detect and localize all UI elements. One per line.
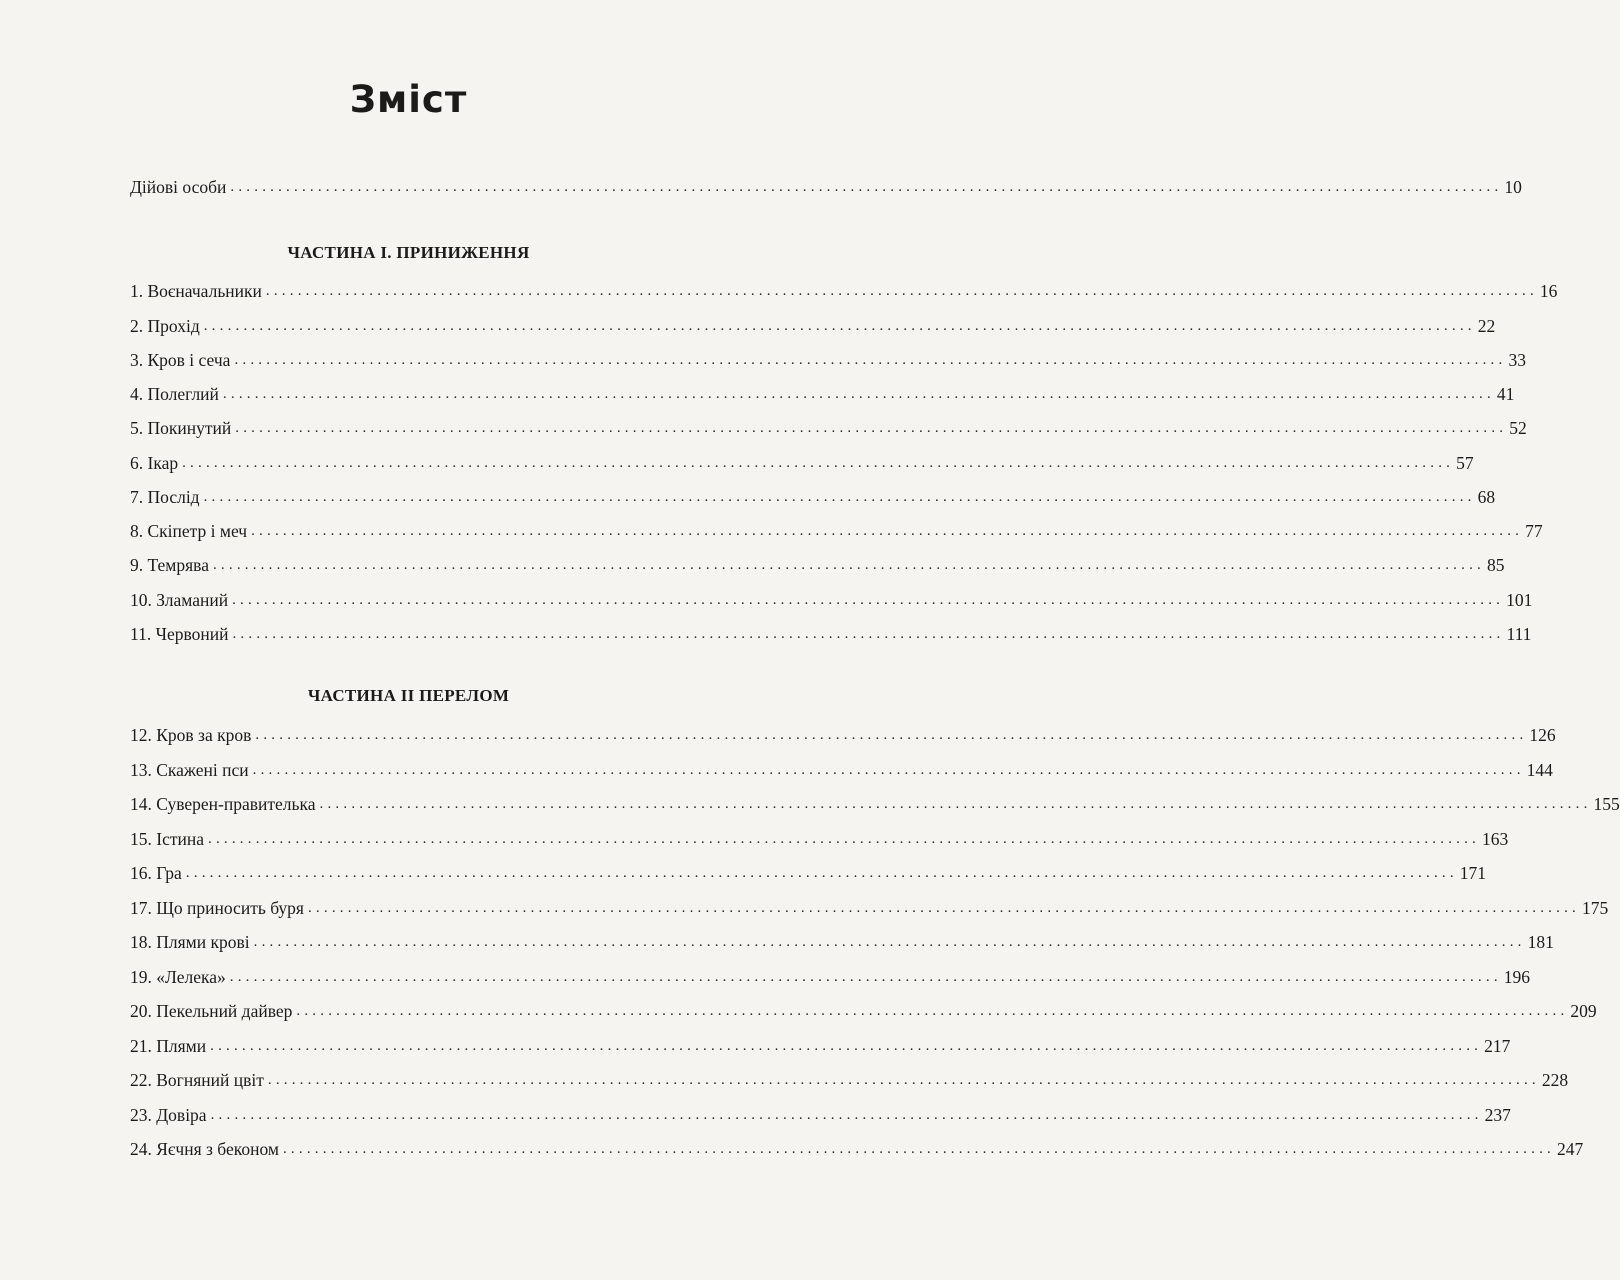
toc-entry-label: 23. Довіра bbox=[130, 1105, 207, 1125]
toc-entry-intro[interactable] bbox=[130, 172, 1522, 198]
toc-entry-page: 171 bbox=[1459, 863, 1487, 883]
toc-entry-label: 8. Скіпетр і меч bbox=[130, 521, 248, 541]
toc-entry-page: 33 bbox=[1508, 350, 1526, 370]
toc-entry[interactable] bbox=[130, 482, 1496, 508]
toc-entry-page: 196 bbox=[1503, 967, 1531, 987]
toc-entry[interactable] bbox=[130, 1100, 1511, 1126]
dot-leader: ................................................................................................................................................................ bbox=[182, 455, 1455, 471]
toc-entry-page: 175 bbox=[1581, 898, 1609, 918]
dot-leader: ................................................................................................................................................................ bbox=[185, 865, 1458, 881]
toc-entry-label: 13. Скажені пси bbox=[130, 760, 249, 780]
toc-entry[interactable] bbox=[130, 996, 1597, 1022]
toc-entry-label: 1. Воєначальники bbox=[130, 281, 262, 301]
part-heading-1: ЧАСТИНА І. ПРИНИЖЕННЯ bbox=[287, 243, 530, 262]
toc-entry-page: 10 bbox=[1504, 177, 1522, 197]
toc-entry-page: 144 bbox=[1526, 760, 1553, 780]
toc-entry-page: 217 bbox=[1484, 1036, 1511, 1056]
toc-entry[interactable] bbox=[130, 720, 1556, 746]
dot-leader: ................................................................................................................................................................ bbox=[265, 283, 1538, 299]
dot-leader: ................................................................................................................................................................ bbox=[232, 626, 1505, 642]
toc-entry-label: 16. Гра bbox=[130, 863, 182, 883]
dot-leader: ................................................................................................................................................................ bbox=[296, 1003, 1569, 1019]
toc-entry-page: 237 bbox=[1484, 1105, 1511, 1125]
dot-leader: ................................................................................................................................................................ bbox=[230, 179, 1503, 195]
toc-entry-label: 18. Плями крові bbox=[130, 932, 250, 952]
toc-entry[interactable] bbox=[130, 858, 1487, 884]
dot-leader: ................................................................................................................................................................ bbox=[229, 969, 1502, 985]
toc-entry-page: 209 bbox=[1570, 1001, 1597, 1021]
toc-entry-page: 126 bbox=[1529, 725, 1556, 745]
toc-entry[interactable] bbox=[130, 379, 1515, 405]
toc-entry-label: 22. Вогняний цвіт bbox=[130, 1070, 264, 1090]
dot-leader: ................................................................................................................................................................ bbox=[235, 420, 1508, 436]
toc-entry[interactable] bbox=[130, 619, 1532, 645]
toc-entry[interactable] bbox=[130, 1065, 1569, 1091]
dot-leader: ................................................................................................................................................................ bbox=[208, 831, 1480, 847]
toc-entry-label: 19. «Лелека» bbox=[130, 967, 226, 987]
dot-leader: ................................................................................................................................................................ bbox=[255, 727, 1528, 743]
toc-entry-label: 7. Послід bbox=[130, 487, 200, 507]
dot-leader: ................................................................................................................................................................ bbox=[232, 592, 1505, 608]
toc-entry[interactable] bbox=[130, 1134, 1584, 1160]
toc-entry-page: 181 bbox=[1527, 932, 1554, 952]
dot-leader: ................................................................................................................................................................ bbox=[319, 796, 1592, 812]
toc-entry-page: 57 bbox=[1456, 453, 1474, 473]
dot-leader: ................................................................................................................................................................ bbox=[252, 762, 1525, 778]
toc-entry-page: 163 bbox=[1482, 829, 1509, 849]
toc-entry-page: 52 bbox=[1509, 418, 1527, 438]
toc-entry-page: 155 bbox=[1593, 794, 1620, 814]
dot-leader: ................................................................................................................................................................ bbox=[212, 557, 1485, 573]
toc-entry[interactable] bbox=[130, 516, 1543, 542]
toc-entry-label: 24. Яєчня з беконом bbox=[130, 1139, 279, 1159]
toc-entry-page: 228 bbox=[1541, 1070, 1569, 1090]
toc-entry[interactable] bbox=[130, 824, 1509, 850]
toc-entry-label: 10. Зламаний bbox=[130, 590, 229, 610]
toc-entry-page: 41 bbox=[1496, 384, 1515, 404]
toc-entry[interactable] bbox=[130, 550, 1505, 576]
toc-entry-label: 12. Кров за кров bbox=[130, 725, 252, 745]
toc-entry-label: 14. Суверен-правителька bbox=[130, 794, 316, 814]
toc-entry-label: 3. Кров і сеча bbox=[130, 350, 231, 370]
toc-entry-page: 101 bbox=[1506, 590, 1533, 610]
dot-leader: ................................................................................................................................................................ bbox=[307, 900, 1580, 916]
toc-entry[interactable] bbox=[130, 345, 1526, 371]
toc-entry[interactable] bbox=[130, 448, 1474, 474]
dot-leader: ................................................................................................................................................................ bbox=[267, 1072, 1540, 1088]
toc-entry-page: 85 bbox=[1486, 555, 1505, 575]
toc-entry-label: 5. Покинутий bbox=[130, 418, 232, 438]
part-heading-2: ЧАСТИНА ІІ ПЕРЕЛОМ bbox=[307, 686, 510, 705]
toc-entry-page: 77 bbox=[1525, 521, 1543, 541]
toc-entry-label: 17. Що приносить буря bbox=[130, 898, 304, 918]
toc-entry-label: 20. Пекельний дайвер bbox=[130, 1001, 293, 1021]
toc-entry[interactable] bbox=[130, 413, 1527, 439]
toc-entry[interactable] bbox=[130, 1031, 1511, 1057]
toc-entry[interactable] bbox=[130, 789, 1620, 815]
toc-entry-label: 15. Істина bbox=[130, 829, 204, 849]
dot-leader: ................................................................................................................................................................ bbox=[251, 523, 1524, 539]
toc-entry-label: 11. Червоний bbox=[130, 624, 229, 644]
toc-entry-page: 111 bbox=[1506, 624, 1532, 644]
toc-entry-label: Дійові особи bbox=[130, 177, 227, 197]
page-title: Зміст bbox=[349, 78, 468, 121]
dot-leader: ................................................................................................................................................................ bbox=[253, 934, 1526, 950]
toc-entry-page: 247 bbox=[1556, 1139, 1584, 1159]
toc-entry[interactable] bbox=[130, 962, 1531, 988]
toc-entry-label: 2. Прохід bbox=[130, 316, 200, 336]
dot-leader: ................................................................................................................................................................ bbox=[282, 1141, 1555, 1157]
toc-entry-label: 6. Ікар bbox=[130, 453, 179, 473]
dot-leader: ................................................................................................................................................................ bbox=[222, 386, 1495, 402]
dot-leader: ................................................................................................................................................................ bbox=[234, 352, 1507, 368]
toc-entry[interactable] bbox=[130, 311, 1496, 337]
toc-entry-page: 22 bbox=[1477, 316, 1496, 336]
toc-entry[interactable] bbox=[130, 585, 1533, 611]
toc-entry-label: 4. Полеглий bbox=[130, 384, 219, 404]
toc-entry-page: 16 bbox=[1539, 281, 1558, 301]
toc-entry[interactable] bbox=[130, 927, 1554, 953]
toc-entry[interactable] bbox=[130, 893, 1609, 919]
toc-entry[interactable] bbox=[130, 755, 1553, 781]
dot-leader: ................................................................................................................................................................ bbox=[210, 1038, 1483, 1054]
dot-leader: ................................................................................................................................................................ bbox=[203, 489, 1476, 505]
dot-leader: ................................................................................................................................................................ bbox=[210, 1107, 1483, 1123]
toc-entry[interactable] bbox=[130, 276, 1558, 302]
toc-entry-label: 21. Плями bbox=[130, 1036, 207, 1056]
dot-leader: ................................................................................................................................................................ bbox=[203, 318, 1476, 334]
toc-entry-page: 68 bbox=[1477, 487, 1496, 507]
toc-entry-label: 9. Темрява bbox=[130, 555, 209, 575]
